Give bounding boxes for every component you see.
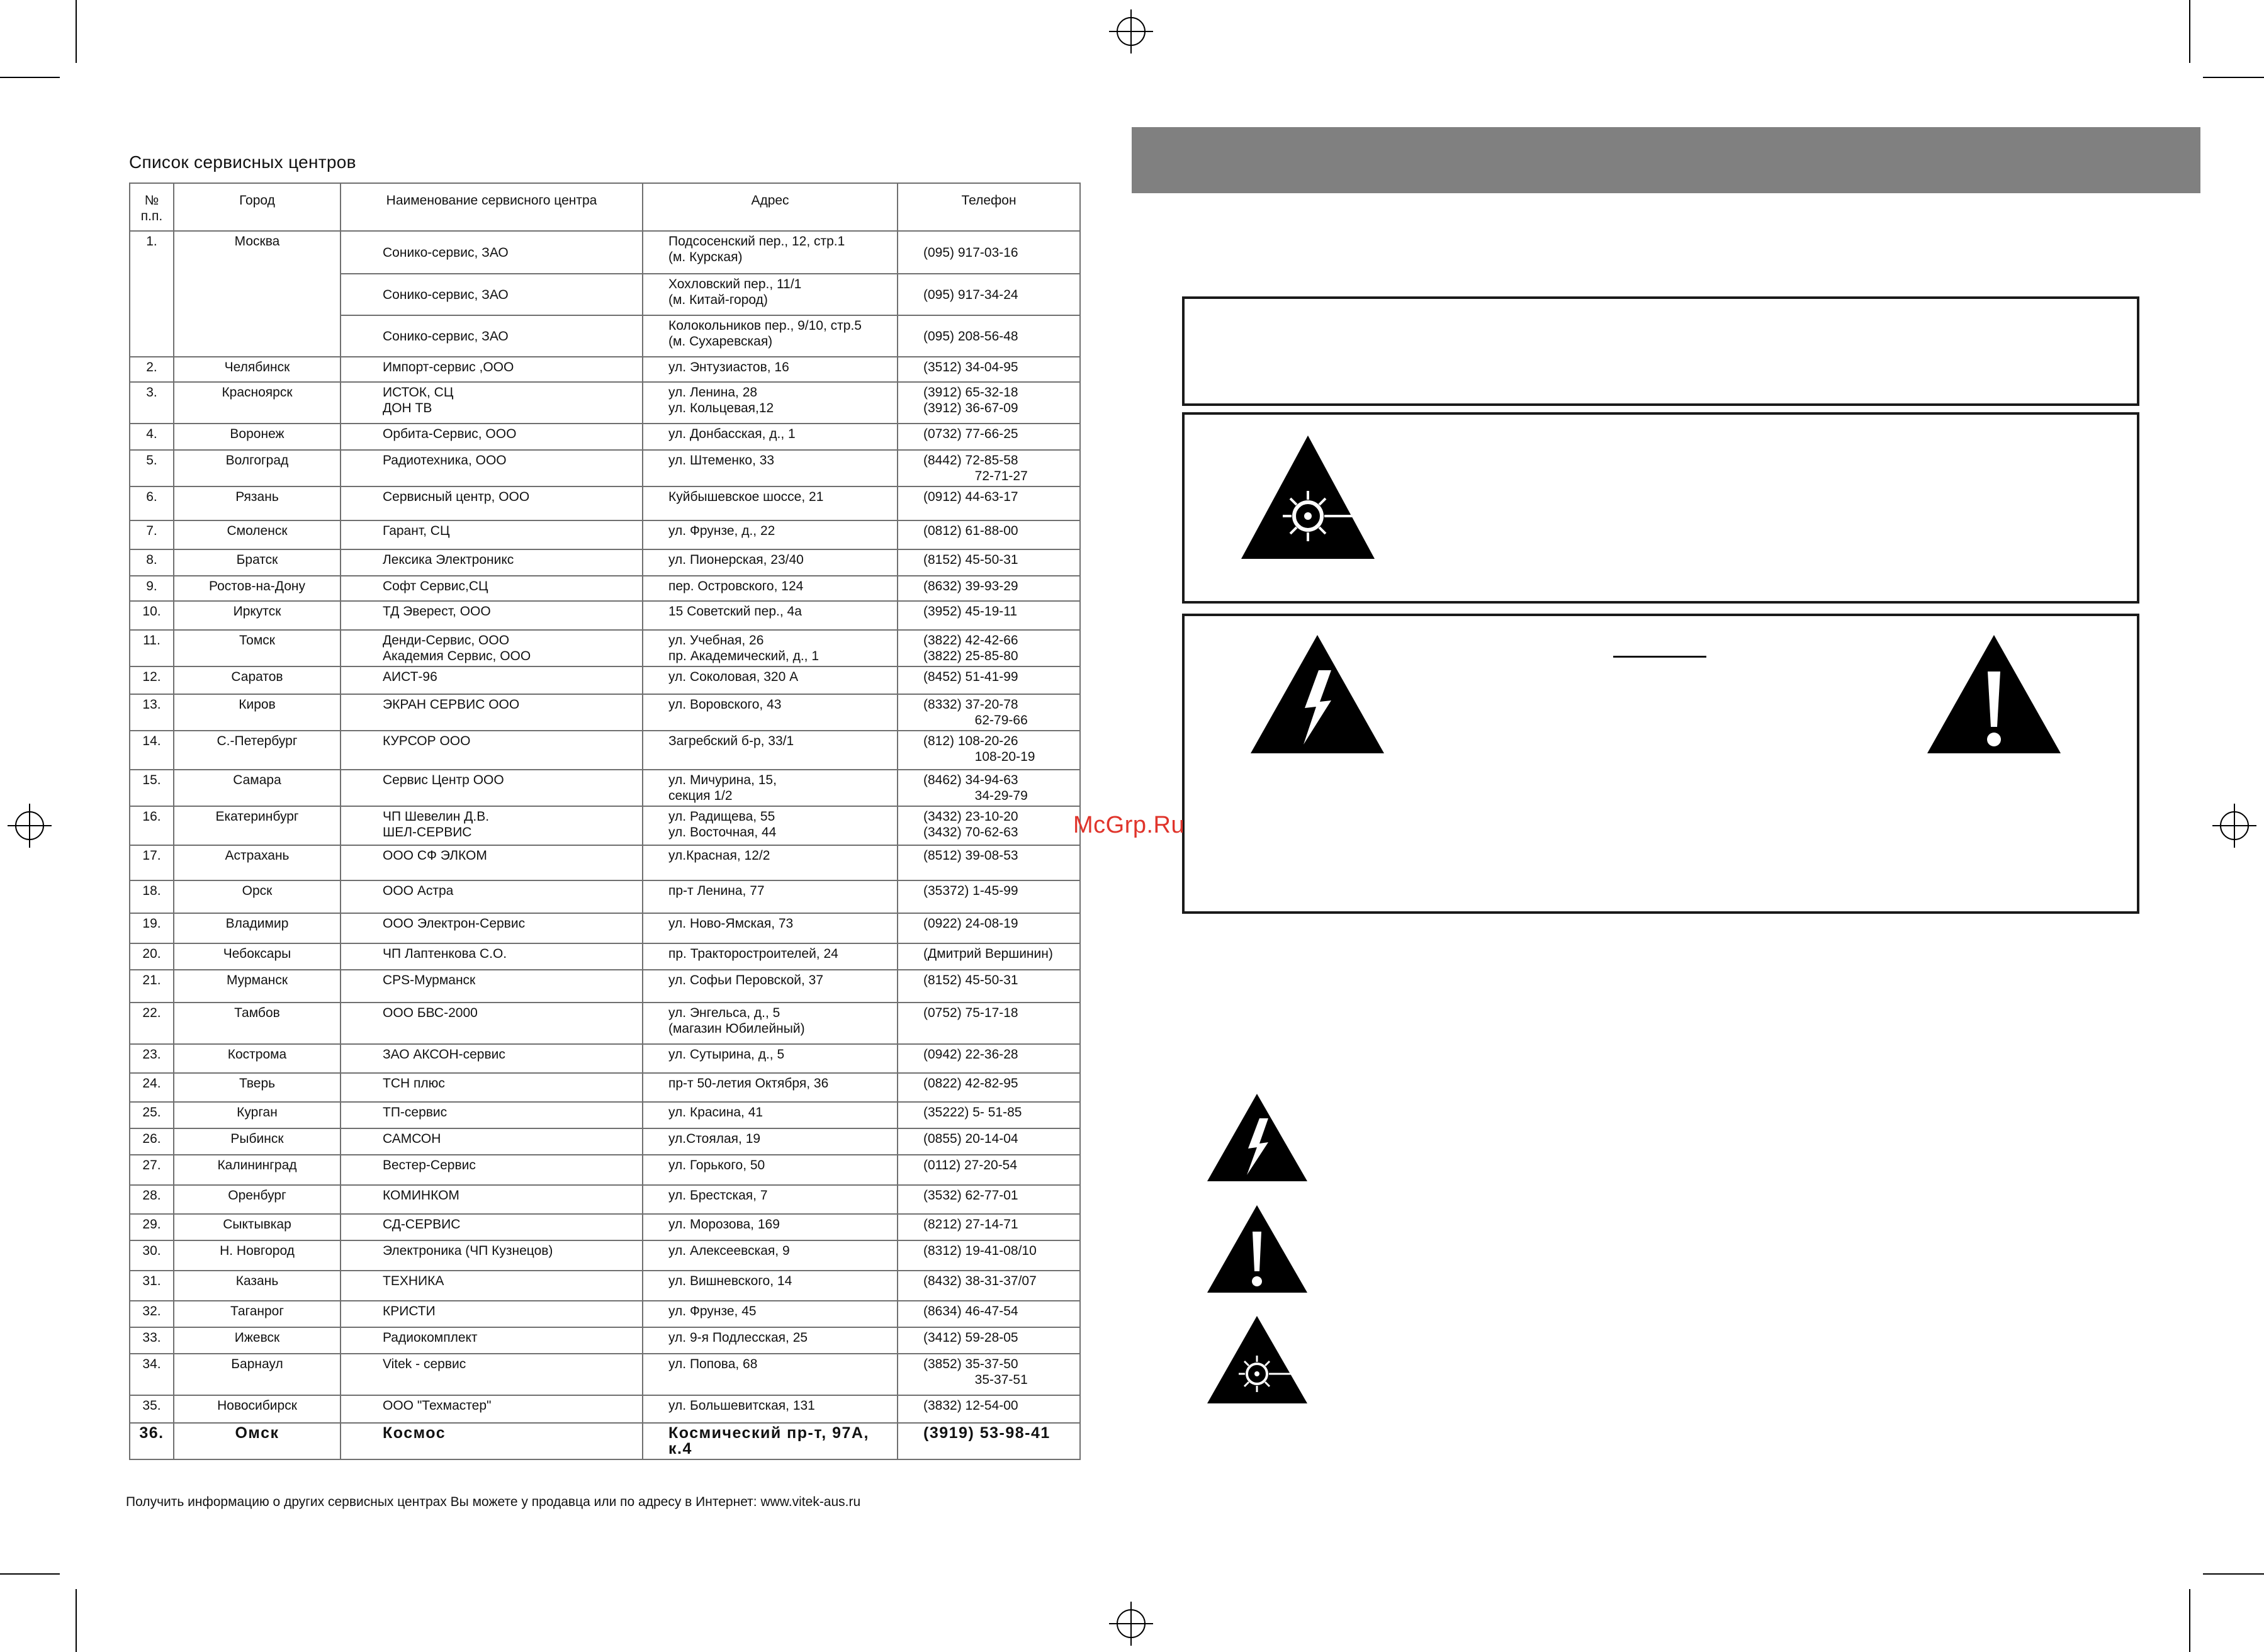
row-num: 27. — [130, 1155, 174, 1185]
row-name: КОМИНКОМ — [341, 1185, 643, 1214]
row-address: Подсосенский пер., 12, стр.1 (м. Курская) — [643, 231, 898, 274]
row-phone: (0822) 42-82-95 — [898, 1073, 1080, 1102]
table-row — [130, 770, 1080, 806]
row-name: АИСТ-96 — [341, 666, 643, 694]
row-city: Рыбинск — [174, 1128, 341, 1155]
row-num: 30. — [130, 1240, 174, 1271]
row-city: Киров — [174, 694, 341, 731]
row-city: Смоленск — [174, 520, 341, 549]
crop-mark — [2203, 77, 2264, 78]
row-name: ООО БВС-2000 — [341, 1003, 643, 1044]
row-name: Денди-Сервис, ООО Академия Сервис, ООО — [341, 630, 643, 666]
header-num: № п.п. — [130, 183, 174, 231]
row-name: САМСОН — [341, 1128, 643, 1155]
row-phone: (3532) 62-77-01 — [898, 1185, 1080, 1214]
notice-box — [1182, 296, 2139, 406]
row-num: 20. — [130, 943, 174, 970]
table-row — [130, 731, 1080, 770]
watermark-text: McGrp.Ru — [1073, 812, 1185, 838]
table-row — [130, 357, 1080, 382]
row-num: 4. — [130, 424, 174, 450]
row-name: ТЕХНИКА — [341, 1271, 643, 1301]
table-row — [130, 943, 1080, 970]
row-phone: (0942) 22-36-28 — [898, 1044, 1080, 1073]
table-row — [130, 576, 1080, 601]
row-name: Сонико-сервис, ЗАО — [341, 315, 643, 357]
row-num: 7. — [130, 520, 174, 549]
row-num: 31. — [130, 1271, 174, 1301]
table-row — [130, 666, 1080, 694]
row-address: ул. Алексеевская, 9 — [643, 1240, 898, 1271]
row-name: Vitek - сервис — [341, 1354, 643, 1395]
row-city: Астрахань — [174, 845, 341, 880]
row-address: Космический пр-т, 97А, к.4 — [643, 1423, 898, 1459]
laser-warning-icon — [1205, 1314, 1309, 1405]
table-row — [130, 424, 1080, 450]
row-num: 6. — [130, 486, 174, 520]
row-name: Гарант, СЦ — [341, 520, 643, 549]
row-address: ул. Горького, 50 — [643, 1155, 898, 1185]
row-phone: (8432) 38-31-37/07 — [898, 1271, 1080, 1301]
row-phone: (0112) 27-20-54 — [898, 1155, 1080, 1185]
table-row — [130, 231, 1080, 274]
row-address: ул. Штеменко, 33 — [643, 450, 898, 486]
row-address: пр-т 50-летия Октября, 36 — [643, 1073, 898, 1102]
laser-warning-icon — [1239, 433, 1377, 562]
crop-mark — [2189, 0, 2190, 63]
table-row — [130, 1003, 1080, 1044]
row-name: ООО Астра — [341, 880, 643, 913]
row-phone: (3852) 35-37-50 35-37-51 — [898, 1354, 1080, 1395]
table-header-row — [130, 183, 1080, 231]
row-phone: (3832) 12-54-00 — [898, 1395, 1080, 1423]
row-city: Братск — [174, 549, 341, 576]
row-city: Курган — [174, 1102, 341, 1128]
row-phone: (0855) 20-14-04 — [898, 1128, 1080, 1155]
row-city: Мурманск — [174, 970, 341, 1003]
row-address: ул. Соколовая, 320 А — [643, 666, 898, 694]
row-city: Екатеринбург — [174, 806, 341, 845]
row-address: ул. Фрунзе, д., 22 — [643, 520, 898, 549]
row-name: Сервисный центр, ООО — [341, 486, 643, 520]
row-phone: (Дмитрий Вершинин) — [898, 943, 1080, 970]
row-city: Н. Новгород — [174, 1240, 341, 1271]
row-name: ЗАО АКСОН-сервис — [341, 1044, 643, 1073]
row-name: ЭКРАН СЕРВИС ООО — [341, 694, 643, 731]
row-address: ул. Фрунзе, 45 — [643, 1301, 898, 1327]
row-phone: (8152) 45-50-31 — [898, 549, 1080, 576]
row-name: Орбита-Сервис, ООО — [341, 424, 643, 450]
registration-mark — [8, 804, 52, 848]
row-name: ТСН плюс — [341, 1073, 643, 1102]
row-address: ул. Пионерская, 23/40 — [643, 549, 898, 576]
row-num: 29. — [130, 1214, 174, 1240]
row-address: ул. Донбасская, д., 1 — [643, 424, 898, 450]
row-city: Воронеж — [174, 424, 341, 450]
table-row — [130, 1044, 1080, 1073]
row-address: ул. Брестская, 7 — [643, 1185, 898, 1214]
table-row — [130, 601, 1080, 630]
row-city: Ростов-на-Дону — [174, 576, 341, 601]
table-row — [130, 1423, 1080, 1459]
row-name: Вестер-Сервис — [341, 1155, 643, 1185]
table-row — [130, 486, 1080, 520]
row-name: ЧП Шевелин Д.В. ШЕЛ-СЕРВИС — [341, 806, 643, 845]
row-address: ул. Большевитская, 131 — [643, 1395, 898, 1423]
row-phone: (3432) 23-10-20 (3432) 70-62-63 — [898, 806, 1080, 845]
row-name: Электроника (ЧП Кузнецов) — [341, 1240, 643, 1271]
table-row — [130, 1395, 1080, 1423]
table-row — [130, 382, 1080, 424]
row-address: ул. Ново-Ямская, 73 — [643, 913, 898, 943]
row-city: Калининград — [174, 1155, 341, 1185]
row-city: Красноярск — [174, 382, 341, 424]
header-phone: Телефон — [898, 183, 1080, 231]
row-phone: (0912) 44-63-17 — [898, 486, 1080, 520]
row-num: 14. — [130, 731, 174, 770]
section-header-bar — [1132, 127, 2200, 193]
row-address: ул. Мичурина, 15, секция 1/2 — [643, 770, 898, 806]
table-row — [130, 880, 1080, 913]
row-name: CPS-Мурманск — [341, 970, 643, 1003]
row-city: Барнаул — [174, 1354, 341, 1395]
row-num: 5. — [130, 450, 174, 486]
row-address: ул. Энгельса, д., 5 (магазин Юбилейный) — [643, 1003, 898, 1044]
row-num: 13. — [130, 694, 174, 731]
row-name: КРИСТИ — [341, 1301, 643, 1327]
row-num: 10. — [130, 601, 174, 630]
row-address: 15 Советский пер., 4а — [643, 601, 898, 630]
row-phone: (0752) 75-17-18 — [898, 1003, 1080, 1044]
row-name: ЧП Лаптенкова С.О. — [341, 943, 643, 970]
row-num: 11. — [130, 630, 174, 666]
row-name: Лексика Электроникс — [341, 549, 643, 576]
row-address: пр. Тракторостроителей, 24 — [643, 943, 898, 970]
electric-shock-warning-icon — [1205, 1092, 1309, 1183]
row-num: 32. — [130, 1301, 174, 1327]
registration-mark — [2212, 804, 2256, 848]
table-row — [130, 1128, 1080, 1155]
row-city: Таганрог — [174, 1301, 341, 1327]
crop-mark — [2203, 1573, 2264, 1575]
row-address: ул. Радищева, 55 ул. Восточная, 44 — [643, 806, 898, 845]
row-city: Тамбов — [174, 1003, 341, 1044]
row-city: Ижевск — [174, 1327, 341, 1354]
row-name: Радиокомплект — [341, 1327, 643, 1354]
row-name: ООО "Техмастер" — [341, 1395, 643, 1423]
table-row — [130, 520, 1080, 549]
row-num: 1. — [130, 231, 174, 357]
row-address: ул. Попова, 68 — [643, 1354, 898, 1395]
row-city: Москва — [174, 231, 341, 357]
row-num: 26. — [130, 1128, 174, 1155]
row-phone: (8632) 39-93-29 — [898, 576, 1080, 601]
crop-mark — [0, 77, 60, 78]
row-name: ООО Электрон-Сервис — [341, 913, 643, 943]
row-city: Челябинск — [174, 357, 341, 382]
row-name: ООО СФ ЭЛКОМ — [341, 845, 643, 880]
row-name: Импорт-сервис ,ООО — [341, 357, 643, 382]
row-num: 8. — [130, 549, 174, 576]
row-num: 21. — [130, 970, 174, 1003]
row-phone: (3912) 65-32-18 (3912) 36-67-09 — [898, 382, 1080, 424]
row-city: Оренбург — [174, 1185, 341, 1214]
row-city: Омск — [174, 1423, 341, 1459]
row-name: Сервис Центр ООО — [341, 770, 643, 806]
row-num: 34. — [130, 1354, 174, 1395]
table-row — [130, 806, 1080, 845]
row-num: 36. — [130, 1423, 174, 1459]
row-phone: (3412) 59-28-05 — [898, 1327, 1080, 1354]
row-phone: (3919) 53-98-41 — [898, 1423, 1080, 1459]
row-phone: (095) 917-03-16 — [898, 231, 1080, 274]
row-city: Казань — [174, 1271, 341, 1301]
row-address: ул. 9-я Подлесская, 25 — [643, 1327, 898, 1354]
table-row — [130, 1327, 1080, 1354]
row-city: Рязань — [174, 486, 341, 520]
row-city: Владимир — [174, 913, 341, 943]
table-row — [130, 1073, 1080, 1102]
table-row — [130, 1214, 1080, 1240]
row-num: 12. — [130, 666, 174, 694]
crop-mark — [2189, 1589, 2190, 1652]
row-city: Волгоград — [174, 450, 341, 486]
row-num: 3. — [130, 382, 174, 424]
row-address: ул.Стоялая, 19 — [643, 1128, 898, 1155]
table-row — [130, 450, 1080, 486]
caution-heading-underline — [1613, 656, 1706, 658]
row-address: ул. Вишневского, 14 — [643, 1271, 898, 1301]
crop-mark — [76, 1589, 77, 1652]
row-phone: (0812) 61-88-00 — [898, 520, 1080, 549]
row-phone: (8212) 27-14-71 — [898, 1214, 1080, 1240]
table-row — [130, 630, 1080, 666]
row-num: 24. — [130, 1073, 174, 1102]
row-phone: (3512) 34-04-95 — [898, 357, 1080, 382]
row-phone: (812) 108-20-26 108-20-19 — [898, 731, 1080, 770]
row-phone: (095) 917-34-24 — [898, 274, 1080, 315]
row-city: Чебоксары — [174, 943, 341, 970]
registration-mark — [1109, 1602, 1153, 1646]
row-city: Самара — [174, 770, 341, 806]
row-phone: (8312) 19-41-08/10 — [898, 1240, 1080, 1271]
row-num: 9. — [130, 576, 174, 601]
header-city: Город — [174, 183, 341, 231]
row-phone: (0732) 77-66-25 — [898, 424, 1080, 450]
row-name: Космос — [341, 1423, 643, 1459]
row-address: ул.Красная, 12/2 — [643, 845, 898, 880]
row-address: ул. Сутырина, д., 5 — [643, 1044, 898, 1073]
table-row — [130, 1102, 1080, 1128]
header-name: Наименование сервисного центра — [341, 183, 643, 231]
row-address: ул. Морозова, 169 — [643, 1214, 898, 1240]
row-address: Хохловский пер., 11/1 (м. Китай-город) — [643, 274, 898, 315]
row-phone: (35222) 5- 51-85 — [898, 1102, 1080, 1128]
row-address: ул. Софьи Перовской, 37 — [643, 970, 898, 1003]
table-row — [130, 970, 1080, 1003]
table-row — [130, 549, 1080, 576]
row-phone: (8462) 34-94-63 34-29-79 — [898, 770, 1080, 806]
row-phone: (8442) 72-85-58 72-71-27 — [898, 450, 1080, 486]
row-num: 2. — [130, 357, 174, 382]
row-city: Томск — [174, 630, 341, 666]
row-num: 15. — [130, 770, 174, 806]
row-phone: (8152) 45-50-31 — [898, 970, 1080, 1003]
table-row — [130, 694, 1080, 731]
service-centers-table — [129, 183, 1081, 1460]
row-phone: (3822) 42-42-66 (3822) 25-85-80 — [898, 630, 1080, 666]
row-city: Иркутск — [174, 601, 341, 630]
table-row — [130, 1354, 1080, 1395]
row-address: пер. Островского, 124 — [643, 576, 898, 601]
row-phone: (0922) 24-08-19 — [898, 913, 1080, 943]
row-name: ИСТОК, СЦ ДОН ТВ — [341, 382, 643, 424]
row-phone: (35372) 1-45-99 — [898, 880, 1080, 913]
row-city: Кострома — [174, 1044, 341, 1073]
crop-mark — [0, 1573, 60, 1575]
row-phone: (095) 208-56-48 — [898, 315, 1080, 357]
row-city: Саратов — [174, 666, 341, 694]
row-num: 28. — [130, 1185, 174, 1214]
exclamation-warning-icon — [1205, 1203, 1309, 1295]
table-row — [130, 1301, 1080, 1327]
table-row — [130, 1155, 1080, 1185]
row-phone: (8452) 51-41-99 — [898, 666, 1080, 694]
row-name: Софт Сервис,СЦ — [341, 576, 643, 601]
row-num: 35. — [130, 1395, 174, 1423]
row-address: пр-т Ленина, 77 — [643, 880, 898, 913]
row-address: ул. Ленина, 28 ул. Кольцевая,12 — [643, 382, 898, 424]
row-address: Куйбышевское шоссе, 21 — [643, 486, 898, 520]
row-num: 19. — [130, 913, 174, 943]
row-num: 33. — [130, 1327, 174, 1354]
row-address: Колокольников пер., 9/10, стр.5 (м. Сухаревская) — [643, 315, 898, 357]
row-num: 23. — [130, 1044, 174, 1073]
row-name: СД-СЕРВИС — [341, 1214, 643, 1240]
row-city: С.-Петербург — [174, 731, 341, 770]
row-address: Загребский б-р, 33/1 — [643, 731, 898, 770]
row-phone: (8512) 39-08-53 — [898, 845, 1080, 880]
row-name: КУРСОР ООО — [341, 731, 643, 770]
row-name: Радиотехника, ООО — [341, 450, 643, 486]
table-row — [130, 1185, 1080, 1214]
row-name: Сонико-сервис, ЗАО — [341, 231, 643, 274]
service-list-title: Список сервисных центров — [129, 152, 356, 172]
row-name: ТД Эверест, ООО — [341, 601, 643, 630]
row-name: ТП-сервис — [341, 1102, 643, 1128]
exclamation-warning-icon — [1925, 632, 2063, 755]
row-num: 25. — [130, 1102, 174, 1128]
row-city: Сыктывкар — [174, 1214, 341, 1240]
row-address: ул. Учебная, 26 пр. Академический, д., 1 — [643, 630, 898, 666]
row-address: ул. Воровского, 43 — [643, 694, 898, 731]
registration-mark — [1109, 9, 1153, 53]
footer-note: Получить информацию о других сервисных центрах Вы можете у продавца или по адресу в Интернет: www.vitek-aus.ru — [126, 1495, 861, 1509]
row-num: 17. — [130, 845, 174, 880]
electric-shock-warning-icon — [1248, 632, 1387, 755]
row-address: ул. Энтузиастов, 16 — [643, 357, 898, 382]
table-row — [130, 1240, 1080, 1271]
row-address: ул. Красина, 41 — [643, 1102, 898, 1128]
row-city: Новосибирск — [174, 1395, 341, 1423]
row-phone: (3952) 45-19-11 — [898, 601, 1080, 630]
row-city: Орск — [174, 880, 341, 913]
row-phone: (8332) 37-20-78 62-79-66 — [898, 694, 1080, 731]
crop-mark — [76, 0, 77, 63]
table-row — [130, 845, 1080, 880]
header-address: Адрес — [643, 183, 898, 231]
row-num: 18. — [130, 880, 174, 913]
row-num: 16. — [130, 806, 174, 845]
row-city: Тверь — [174, 1073, 341, 1102]
table-row — [130, 1271, 1080, 1301]
row-name: Сонико-сервис, ЗАО — [341, 274, 643, 315]
row-num: 22. — [130, 1003, 174, 1044]
row-phone: (8634) 46-47-54 — [898, 1301, 1080, 1327]
table-row — [130, 913, 1080, 943]
